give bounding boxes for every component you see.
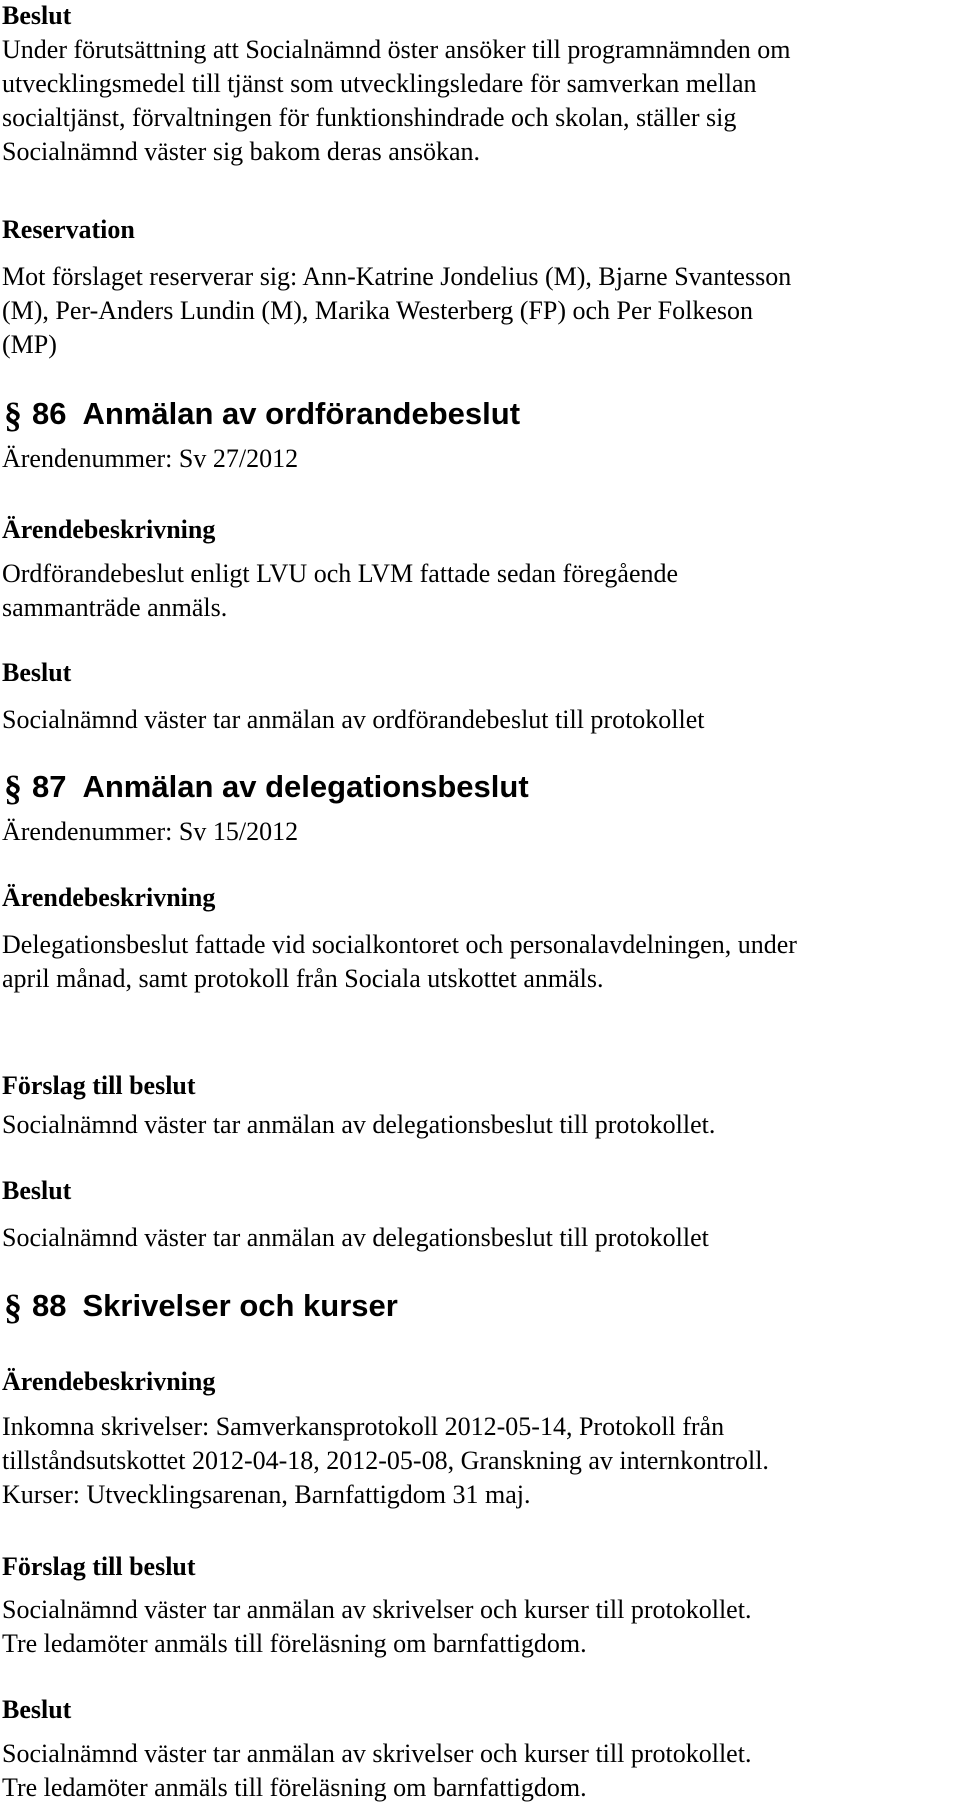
text-line: Tre ledamöter anmäls till föreläsning om barnfattigdom. xyxy=(2,1629,587,1658)
item-87-desc-label: Ärendebeskrivning xyxy=(2,883,216,912)
item-title: Anmälan av delegationsbeslut xyxy=(82,769,529,804)
text-line: tillståndsutskottet 2012-04-18, 2012-05-08, Granskning av internkontroll. xyxy=(2,1446,769,1475)
text-line: Socialnämnd väster tar anmälan av skrivelser och kurser till protokollet. xyxy=(2,1739,752,1768)
text-line: Under förutsättning att Socialnämnd öster ansöker till programnämnden om xyxy=(2,35,791,64)
item-88-beslut-text xyxy=(2,1737,957,1805)
item-87-forslag-label: Förslag till beslut xyxy=(2,1071,196,1100)
text-line: Socialnämnd väster tar anmälan av skrivelser och kurser till protokollet. xyxy=(2,1595,752,1624)
text-line: Kurser: Utvecklingsarenan, Barnfattigdom 31 maj. xyxy=(2,1480,531,1509)
text-line: Delegationsbeslut fattade vid socialkontoret och personalavdelningen, under xyxy=(2,930,797,959)
item-88-desc-label: Ärendebeskrivning xyxy=(2,1367,216,1396)
text-line: Socialnämnd väster tar anmälan av ordförandebeslut till protokollet xyxy=(2,705,705,734)
item-87-beslut-text xyxy=(2,1221,957,1255)
item-87-forslag-text xyxy=(2,1108,957,1142)
item-number: 88 xyxy=(32,1288,67,1323)
item-87-desc-text xyxy=(2,928,957,996)
item-86-case-number: Ärendenummer: Sv 27/2012 xyxy=(2,444,299,473)
item-88-heading xyxy=(2,1286,957,1326)
item-86-beslut-label: Beslut xyxy=(2,658,72,687)
text-line: Mot förslaget reserverar sig: Ann-Katrine Jondelius (M), Bjarne Svantesson xyxy=(2,262,792,291)
item-86-desc-text xyxy=(2,557,957,625)
section-sign-icon xyxy=(2,1286,30,1326)
item-88-forslag-label: Förslag till beslut xyxy=(2,1552,196,1581)
item-86-heading xyxy=(2,394,957,434)
text-line: Tre ledamöter anmäls till föreläsning om barnfattigdom. xyxy=(2,1773,587,1802)
text-line: Socialnämnd väster tar anmälan av delegationsbeslut till protokollet xyxy=(2,1223,709,1252)
item-86-beslut-text xyxy=(2,703,957,737)
item-number: 86 xyxy=(32,396,67,431)
section-sign-icon xyxy=(2,394,30,434)
text-line: Socialnämnd väster sig bakom deras ansökan. xyxy=(2,137,480,166)
text-line: Ordförandebeslut enligt LVU och LVM fattade sedan föregående xyxy=(2,559,679,588)
intro-beslut-label: Beslut xyxy=(2,1,72,30)
text-line: april månad, samt protokoll från Sociala utskottet anmäls. xyxy=(2,964,604,993)
item-87-beslut-label: Beslut xyxy=(2,1176,72,1205)
item-number: 87 xyxy=(32,769,67,804)
reservation-label: Reservation xyxy=(2,215,135,244)
item-87-case-number: Ärendenummer: Sv 15/2012 xyxy=(2,817,299,846)
section-sign-icon xyxy=(2,767,30,807)
item-title: Anmälan av ordförandebeslut xyxy=(82,396,521,431)
item-86-desc-label: Ärendebeskrivning xyxy=(2,515,216,544)
text-line: Socialnämnd väster tar anmälan av delegationsbeslut till protokollet. xyxy=(2,1110,716,1139)
svg-text:§: § xyxy=(4,768,22,807)
intro-beslut-text xyxy=(2,33,957,169)
item-87-heading xyxy=(2,767,957,807)
text-line: sammanträde anmäls. xyxy=(2,593,228,622)
item-88-desc-text xyxy=(2,1410,957,1512)
svg-text:§: § xyxy=(4,1287,22,1326)
text-line: (MP) xyxy=(2,330,57,359)
text-line: (M), Per-Anders Lundin (M), Marika Westerberg (FP) och Per Folkeson xyxy=(2,296,754,325)
item-88-forslag-text xyxy=(2,1593,957,1661)
text-line: Inkomna skrivelser: Samverkansprotokoll 2012-05-14, Protokoll från xyxy=(2,1412,725,1441)
item-88-beslut-label: Beslut xyxy=(2,1695,72,1724)
svg-text:§: § xyxy=(4,395,22,434)
reservation-text xyxy=(2,260,957,362)
item-title: Skrivelser och kurser xyxy=(82,1288,398,1323)
text-line: utvecklingsmedel till tjänst som utvecklingsledare för samverkan mellan xyxy=(2,69,757,98)
text-line: socialtjänst, förvaltningen för funktionshindrade och skolan, ställer sig xyxy=(2,103,737,132)
